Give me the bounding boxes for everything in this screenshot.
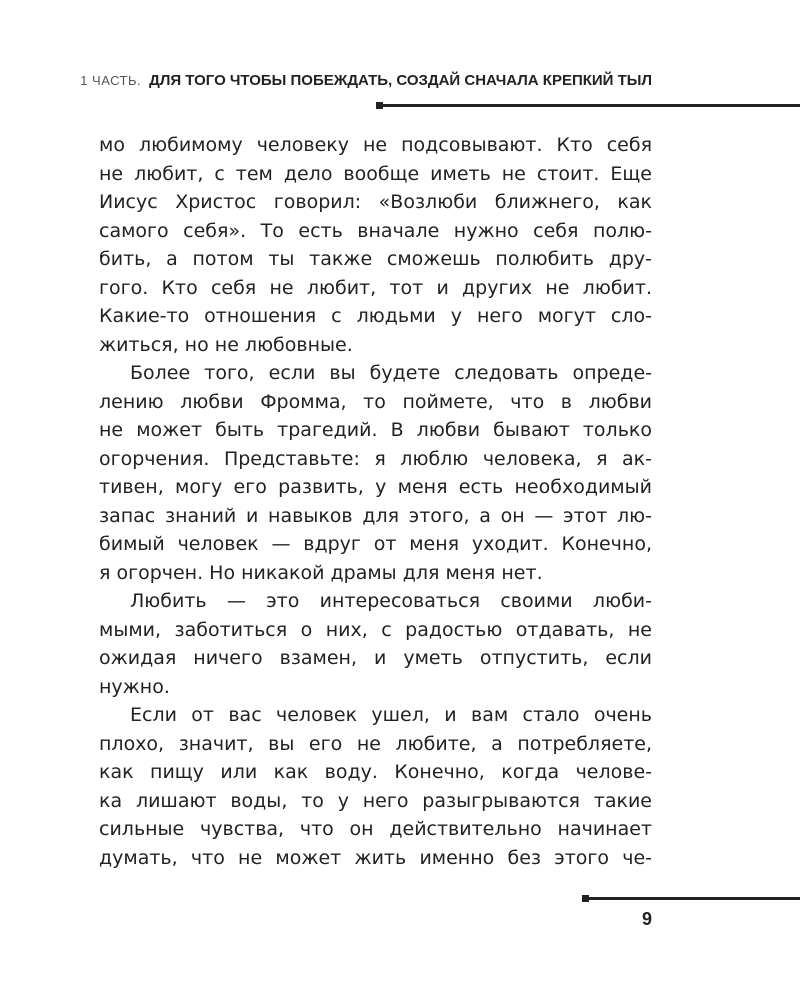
paragraph	[99, 701, 652, 872]
text-line: лению любви Фромма, то поймете, что в любви	[99, 390, 652, 413]
text-line: нужно.	[99, 675, 170, 698]
text-line: Если от вас человек ушел, и вам стало очень	[130, 704, 652, 726]
text-line: самого себя». То есть вначале нужно себя полю-	[99, 219, 652, 242]
text-line: житься, но не любовные.	[99, 333, 353, 356]
text-line: тивен, могу его развить, у меня есть необходимый	[99, 476, 652, 498]
rule-bullet	[376, 102, 383, 109]
text-line: думать, что не может жить именно без этого че-	[99, 846, 652, 869]
text-line: Любить — это интересоваться своими люби-	[130, 590, 652, 612]
paragraph	[99, 131, 652, 359]
text-line: запас знаний и навыков для этого, а он — этот лю-	[99, 504, 652, 527]
chapter-title: ДЛЯ ТОГО ЧТОБЫ ПОБЕЖДАТЬ, СОЗДАЙ СНАЧАЛА КРЕПКИЙ ТЫЛ	[149, 72, 652, 89]
text-line: огорчения. Представьте: я люблю человека, я ак-	[99, 447, 652, 470]
text-line: Какие-то отношения с людьми у него могут сло-	[99, 305, 652, 327]
text-line: не любит, с тем дело вообще иметь не стоит. Еще	[99, 162, 652, 185]
text-line: бимый человек — вдруг от меня уходит. Конечно,	[99, 533, 652, 555]
running-head	[80, 72, 652, 90]
text-line: не может быть трагедий. В любви бывают только	[99, 419, 652, 441]
text-line: как пищу или как воду. Конечно, когда челове-	[99, 761, 652, 783]
text-line: Более того, если вы будете следовать опреде-	[130, 362, 652, 384]
paragraph	[99, 359, 652, 587]
page-number: 9	[641, 909, 652, 929]
text-line: мыми, заботиться о них, с радостью отдавать, не	[99, 618, 652, 641]
paragraph	[99, 587, 652, 701]
rule-bullet	[582, 895, 589, 902]
text-line: Иисус Христос говорил: «Возлюби ближнего, как	[99, 191, 652, 213]
text-line: плохо, значит, вы его не любите, а потребляете,	[99, 732, 652, 755]
text-body	[99, 131, 652, 872]
text-line: гого. Кто себя не любит, тот и других не любит.	[99, 276, 652, 299]
part-label: 1 ЧАСТЬ.	[80, 73, 142, 88]
footer-rule	[584, 897, 800, 900]
text-line: бить, а потом ты также сможешь полюбить дру-	[99, 248, 652, 270]
text-line: я огорчен. Но никакой драмы для меня нет.	[99, 561, 543, 584]
text-line: мо любимому человеку не подсовывают. Кто себя	[99, 134, 652, 156]
header-rule	[378, 104, 800, 107]
text-line: ожидая ничего взамен, и уметь отпустить, если	[99, 647, 652, 669]
text-line: сильные чувства, что он действительно начинает	[99, 818, 652, 840]
text-line: ка лишают воды, то у него разыгрываются такие	[99, 789, 652, 812]
